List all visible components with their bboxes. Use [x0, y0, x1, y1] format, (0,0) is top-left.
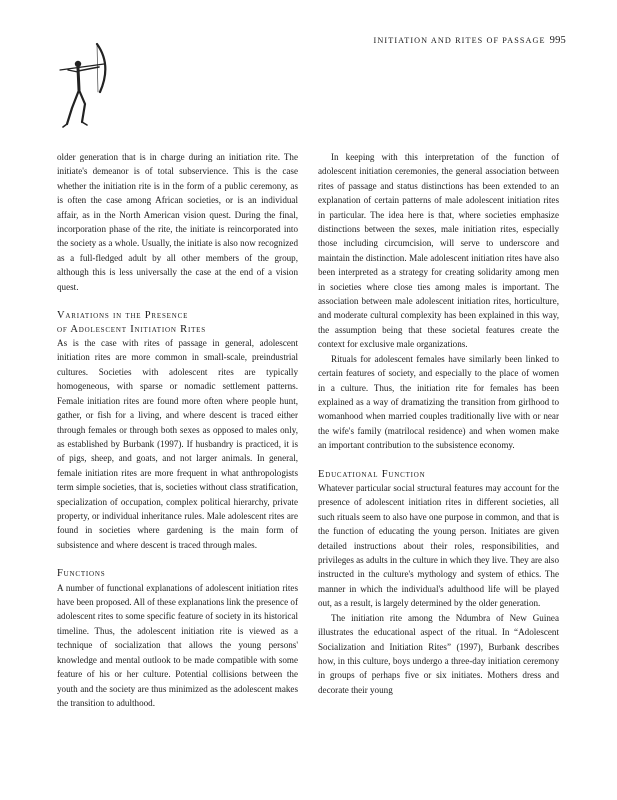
paragraph: The initiation rite among the Ndumbra of New Guinea illustrates the educational aspect of the ritual. In “Adolescent Socialization and Initiation Rites” (1997), Burbank describes how, in this culture, boys undergo a three-day initiation ceremony in groups of perhaps five or six initiates. Mothers dress and decorate their young [318, 612, 559, 695]
paragraph: Rituals for adolescent females have similarly been linked to certain features of society, and especially to the place of women in a culture. Thus, the initiation rite for females has been explained as a way of dramatizing the transition from girlhood to womanhood when married couples traditionally live with or near the wife's family (matrilocal residence) and when women make an important contribution to the subsistence economy. [318, 353, 559, 451]
page-number: 995 [549, 35, 566, 46]
paragraph: A number of functional explanations of adolescent initiation rites have been proposed. All of these explanations link the presence of adolescent rites to some specific feature of society in its historical timeline. Thus, the adolescent initiation rite is viewed as a technique of socialization that allows the young persons' knowledge and mental outlook to be made compatible with some feature of his or her culture. Potential collisions between the youth and the society are thus minimized as the adolescent makes the transition to adulthood. [57, 582, 298, 708]
section-heading-functions: Functions [57, 568, 106, 580]
section-heading-educational-function: Educational Function [318, 468, 426, 480]
section-heading-variations [57, 309, 298, 336]
paragraph: Whatever particular social structural features may account for the presence of adolescent initiation rites in different societies, all such rituals seem to also have one purpose in common, and that is the function of educating the young person. Initiates are given detailed instructions about their roles, responsibilities, and privileges as adults in the culture in which they live. They are also instructed in the culture's mythology and system of ethics. The manner in which the individual's adulthood life will be played out, as a result, is largely determined by the older generation. [318, 483, 560, 609]
running-title: INITIATION AND RITES OF PASSAGE [373, 36, 546, 45]
archer-figure-icon [58, 40, 110, 132]
left-column [57, 150, 298, 710]
right-column [318, 150, 559, 697]
paragraph: older generation that is in charge during an initiation rite. The initiate's demeanor is of total subservience. This is the case whether the initiation rite is in the form of a public ceremony, as is often the case among African societies, or is an individual affair, as in the North American vision quest. During the final, incorporation phase of the rite, the initiate is reincorporated into the society as a whole. Usually, the initiate is also now recognized as a full-fledged adult by all other members of the group, although this is less universally the case at the end of a vision quest. [57, 152, 298, 292]
running-head [374, 35, 566, 46]
section-heading-line: Variations in the Presence [57, 310, 189, 322]
paragraph: As is the case with rites of passage in general, adolescent initiation rites are more common in small-scale, preindustrial cultures. Societies with adolescent rites are typically homogeneous, with sparse or nomadic settlement patterns. Female initiation rites are found more often where people hunt, gather, or fish for a living, and where descent is traced either through females or through both sexes as opposed to males only, as established by Burbank (1997). If husbandry is practiced, it is of pigs, sheep, and goats, and not larger animals. In general, female initiation rites are more frequent in what anthropologists term simple societies, that is, societies without class stratification, specialization of occupation, complex political hierarchy, private property, or individual inheritance rules. Male adolescent rites are found in societies where gardening is the main form of subsistence and where descent is traced through males. [57, 338, 298, 550]
paragraph: In keeping with this interpretation of the function of adolescent initiation ceremonies, the general association between rites of passage and status distinctions has been extended to an explanation of certain patterns of male adolescent initiation rites in particular. The idea here is that, where societies emphasize distinctions between the sexes, male initiation rites, especially those including circumcision, will serve to underscore and maintain the distinction. Male adolescent initiation rites have also been interpreted as a strategy for creating solidarity among men in societies where close ties among males is important. The association between male adolescent initiation rites, horticulture, and moderate cultural complexity has been explained in this way, the assumption being that these societal features create the context for exclusive male organizations. [318, 152, 559, 350]
section-heading-line: of Adolescent Initiation Rites [57, 323, 206, 335]
